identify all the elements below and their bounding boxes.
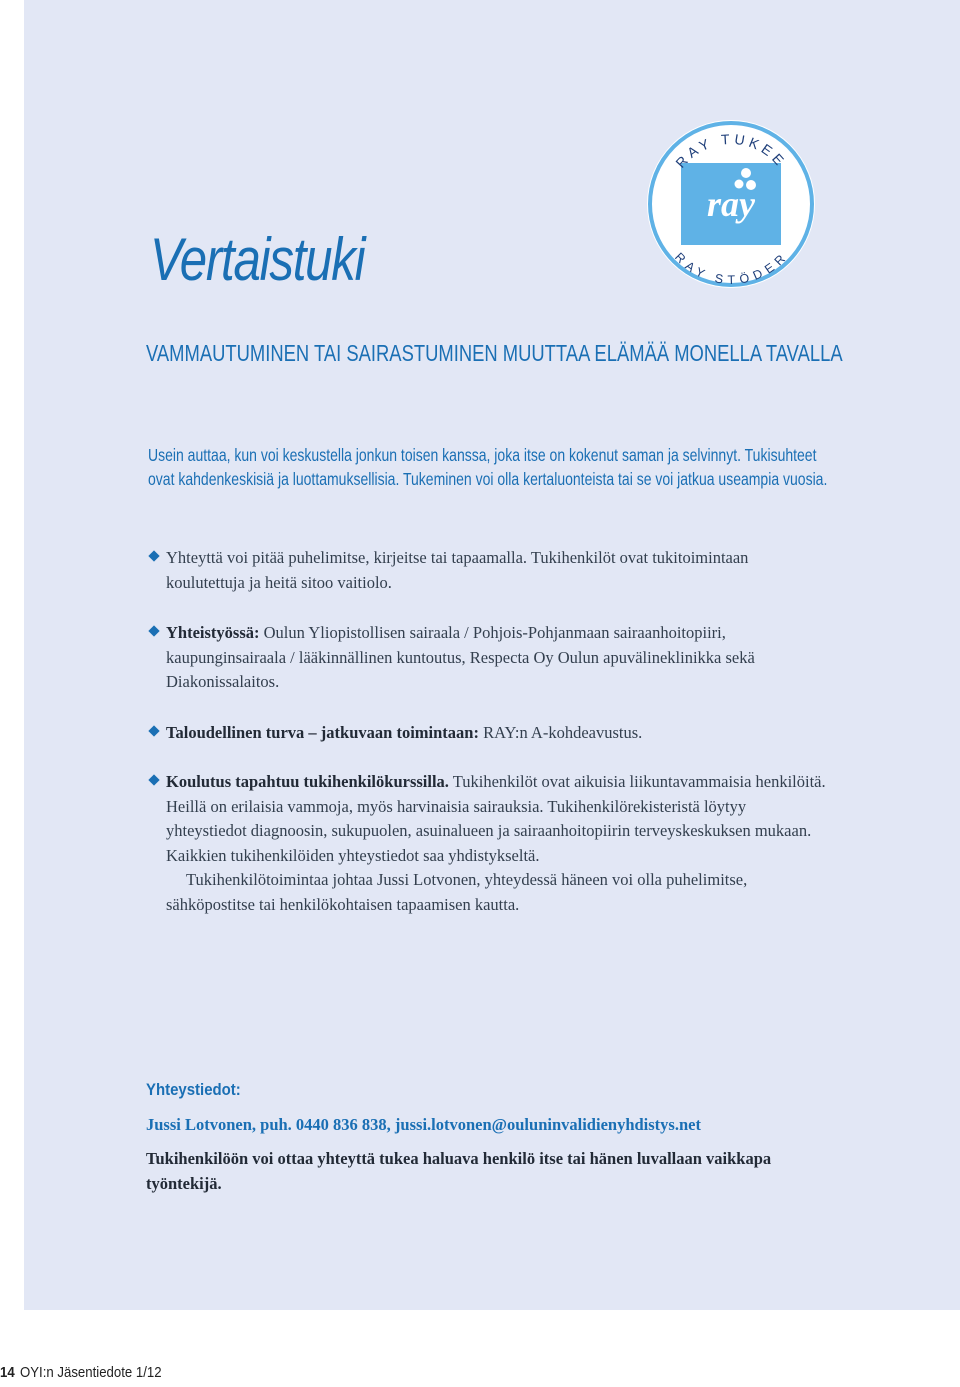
- bullet-contact-methods: [148, 546, 828, 595]
- page-title: Vertaistuki: [150, 226, 365, 293]
- logo-bottom-text: RAY STÖDER: [671, 249, 791, 288]
- contact-heading: Yhteystiedot:: [146, 1080, 241, 1099]
- diamond-bullet-icon: [148, 774, 159, 785]
- bullet-text: [166, 770, 828, 917]
- page-subtitle: VAMMAUTUMINEN TAI SAIRASTUMINEN MUUTTAA ELÄMÄÄ MONELLA TAVALLA: [146, 340, 843, 366]
- bullet-body: Tukihenkilöt ovat aikuisia liikuntavammaisia henkilöitä. Heillä on erilaisia vammoja, myös harvinaisia sairauksia. Tukihenkilörekisteristä löytyy yhteystiedot diagnoosin, sukupuolen, asuinalueen ja sairaanhoitopiirin terveyskeskuksen mukaan. Kaikkien tukihenkilöiden yhteystiedot saa yhdistykseltä.: [166, 772, 826, 865]
- bullet-training: [148, 770, 828, 917]
- bullet-cooperation: [148, 621, 828, 695]
- bubble-icon: [741, 168, 751, 178]
- logo-top-text: RAY TUKEE: [672, 130, 790, 171]
- diamond-bullet-icon: [148, 625, 159, 636]
- bullet-bold-lead: Yhteistyössä:: [166, 623, 260, 642]
- page-number: 14: [0, 1364, 15, 1381]
- bullet-funding: [148, 721, 828, 746]
- bullet-paragraph: Tukihenkilötoimintaa johtaa Jussi Lotvonen, yhteydessä häneen voi olla puhelimitse, sähköpostitse tai henkilökohtaisen tapaamisen kautta.: [166, 870, 748, 914]
- bullet-body: RAY:n A-kohdeavustus.: [478, 723, 643, 742]
- bullet-text: [166, 721, 828, 746]
- logo-center-text: ray: [707, 184, 755, 224]
- bullet-text: Yhteyttä voi pitää puhelimitse, kirjeitse tai tapaamalla. Tukihenkilöt ovat tukitoimintaan koulutettuja ja heitä sitoo vaitiolo.: [166, 548, 749, 592]
- bullet-body: Oulun Yliopistollisen sairaala / Pohjois-Pohjanmaan sairaanhoitopiiri, kaupunginsairaala / lääkinnällinen kuntoutus, Respecta Oy Oulun apuvälineklinikka sekä Diakonissalaitos.: [166, 623, 755, 691]
- diamond-bullet-icon: [148, 550, 159, 561]
- contact-details: Jussi Lotvonen, puh. 0440 836 838, jussi.lotvonen@ouluninvalidienyhdistys.net: [146, 1115, 701, 1134]
- intro-paragraph: Usein auttaa, kun voi keskustella jonkun toisen kanssa, joka itse on kokenut saman ja selvinnyt. Tukisuhteet ovat kahdenkeskisiä ja luottamuksellisia. Tukeminen voi olla kertaluonteista tai se voi jatkua useampia vuosia.: [148, 445, 828, 489]
- page-footer: [0, 1364, 162, 1381]
- contact-note: Tukihenkilöön voi ottaa yhteyttä tukea haluava henkilö itse tai hänen luvallaan vaikkapa työntekijä.: [146, 1149, 772, 1193]
- publication-name: OYI:n Jäsentiedote 1/12: [19, 1364, 162, 1381]
- bullet-bold-lead: Taloudellinen turva – jatkuvaan toimintaan:: [166, 723, 479, 742]
- diamond-bullet-icon: [148, 725, 159, 736]
- bullet-bold-lead: Koulutus tapahtuu tukihenkilökurssilla.: [166, 772, 449, 791]
- bullet-text: [166, 621, 828, 695]
- ray-logo-badge: [645, 118, 817, 290]
